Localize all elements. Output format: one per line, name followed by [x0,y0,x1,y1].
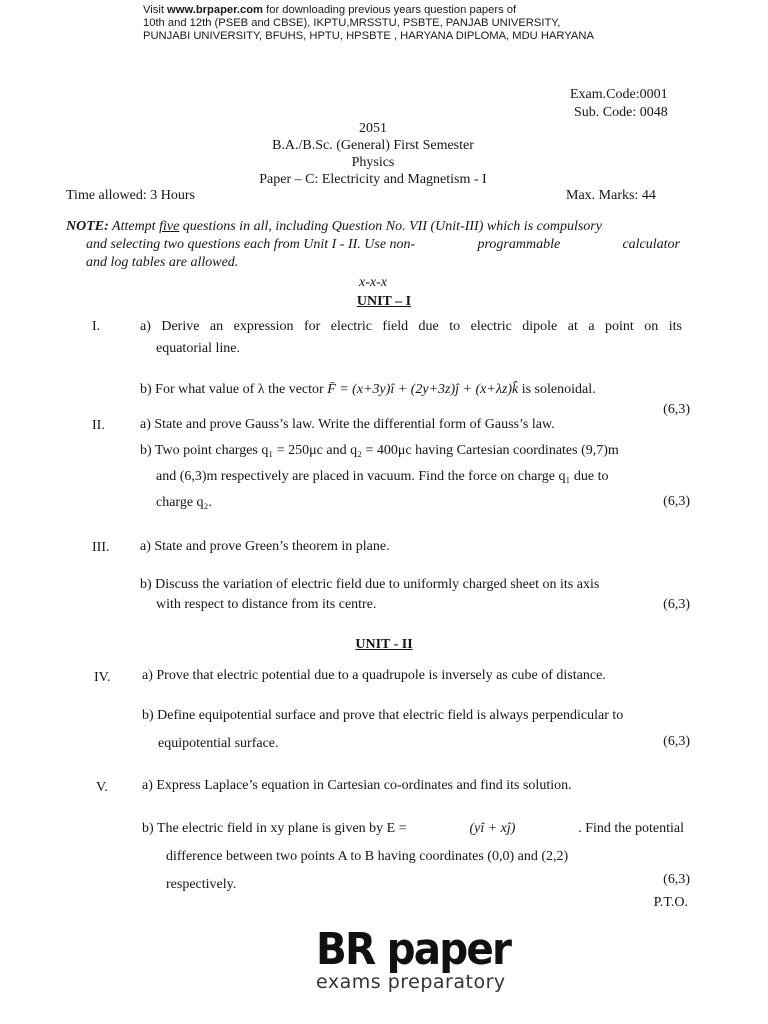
banner-line-2: 10th and 12th (PSEB and CBSE), IKPTU,MRSSTU, PSBTE, PANJAB UNIVERSITY, [143,17,561,29]
question-text: equatorial line. [156,341,240,356]
question-text: difference between two points A to B having coordinates (0,0) and (2,2) [166,849,569,864]
question-text: equipotential surface. [158,736,279,751]
question-text: b) For what value of λ the vector [140,382,324,397]
question-2a: a) State and prove Gauss’s law. Write the differential form of Gauss’s law. [140,417,555,432]
question-text: with respect to distance from its centre. [156,597,377,612]
question-4a: a) Prove that electric potential due to a quadrupole is inversely as cube of distance. [142,668,606,683]
marks-label: (6,3) [663,402,690,417]
question-number: III. [92,540,110,555]
question-text: a) Derive an expression for electric field due to electric dipole at a point on its [140,319,682,334]
question-text: b) The electric field in xy plane is given by E = [142,821,407,836]
question-text: respectively. [166,877,237,892]
course-name: B.A./B.Sc. (General) First Semester [272,138,474,153]
marks-label: (6,3) [663,597,690,612]
note-text: questions in all, including Question No. VII (Unit-III) which is compulsory [182,219,602,234]
question-text: . Find the potential [578,821,684,836]
question-number: II. [92,418,105,433]
question-text: b) Two point charges q₁ = 250μc and q₂ = 400μc having Cartesian coordinates (9,7)m [140,443,619,458]
question-5a: a) Express Laplace’s equation in Cartesian co-ordinates and find its solution. [142,778,572,793]
question-1a [140,314,682,362]
question-text: charge q₂. [156,495,212,510]
logo-title: BR paper [316,924,511,975]
question-text: and (6,3)m respectively are placed in vacuum. Find the force on charge q₁ due to [156,469,609,484]
note-text: calculator [622,237,680,252]
marks-label: (6,3) [663,494,690,509]
brpaper-logo [316,924,527,993]
separator: x-x-x [359,275,387,290]
question-number: V. [96,780,108,795]
note-label: NOTE: [66,219,109,234]
website-banner [143,4,703,43]
question-number: I. [92,319,101,334]
paper-year: 2051 [359,121,387,136]
note-line-1 [66,218,680,236]
question-1b [140,377,596,403]
note-text: and selecting two questions each from Unit I - II. Use non- [86,237,416,252]
question-4b [142,703,684,757]
sub-code: Sub. Code: 0048 [574,105,668,120]
banner-line-3: PUNJABI UNIVERSITY, BFUHS, HPTU, HPSBTE , HARYANA DIPLOMA, MDU HARYANA [143,30,594,42]
website-link[interactable]: www.brpaper.com [167,4,263,16]
pto-label: P.T.O. [653,895,688,910]
field-equation: (yî + xĵ) [469,821,516,836]
question-3b [140,572,682,618]
unit-1-heading: UNIT – I [356,294,412,309]
note-line-3: and log tables are allowed. [86,255,239,270]
paper-title: Paper – C: Electricity and Magnetism - I [259,172,487,187]
note-text: Attempt [112,219,156,234]
question-3a: a) State and prove Green’s theorem in plane. [140,539,390,554]
question-2b [140,438,682,516]
question-text: is solenoidal. [521,382,596,397]
note-text: programmable [477,237,561,252]
banner-visit-text: Visit [143,4,164,16]
logo-subtitle: exams preparatory [316,971,506,993]
banner-text: for downloading previous years question papers of [266,4,517,16]
question-number: IV. [94,670,111,685]
question-text: b) Discuss the variation of electric field due to uniformly charged sheet on its axis [140,577,600,592]
vector-equation: F̄ = (x+3y)î + (2y+3z)ĵ + (x+λz)k̂ [327,382,519,397]
banner-line-1 [143,4,703,17]
instructions-note [66,218,680,292]
exam-code: Exam.Code:0001 [570,87,668,102]
subject-name: Physics [351,155,395,170]
unit-2-heading: UNIT - II [355,637,413,652]
max-marks: Max. Marks: 44 [566,188,656,203]
marks-label: (6,3) [663,734,690,749]
note-line-2 [66,236,680,254]
time-allowed: Time allowed: 3 Hours [66,188,195,203]
question-5b [142,815,684,899]
note-five: five [159,219,180,234]
marks-label: (6,3) [663,872,690,887]
question-text: b) Define equipotential surface and prove that electric field is always perpendicular to [142,708,624,723]
